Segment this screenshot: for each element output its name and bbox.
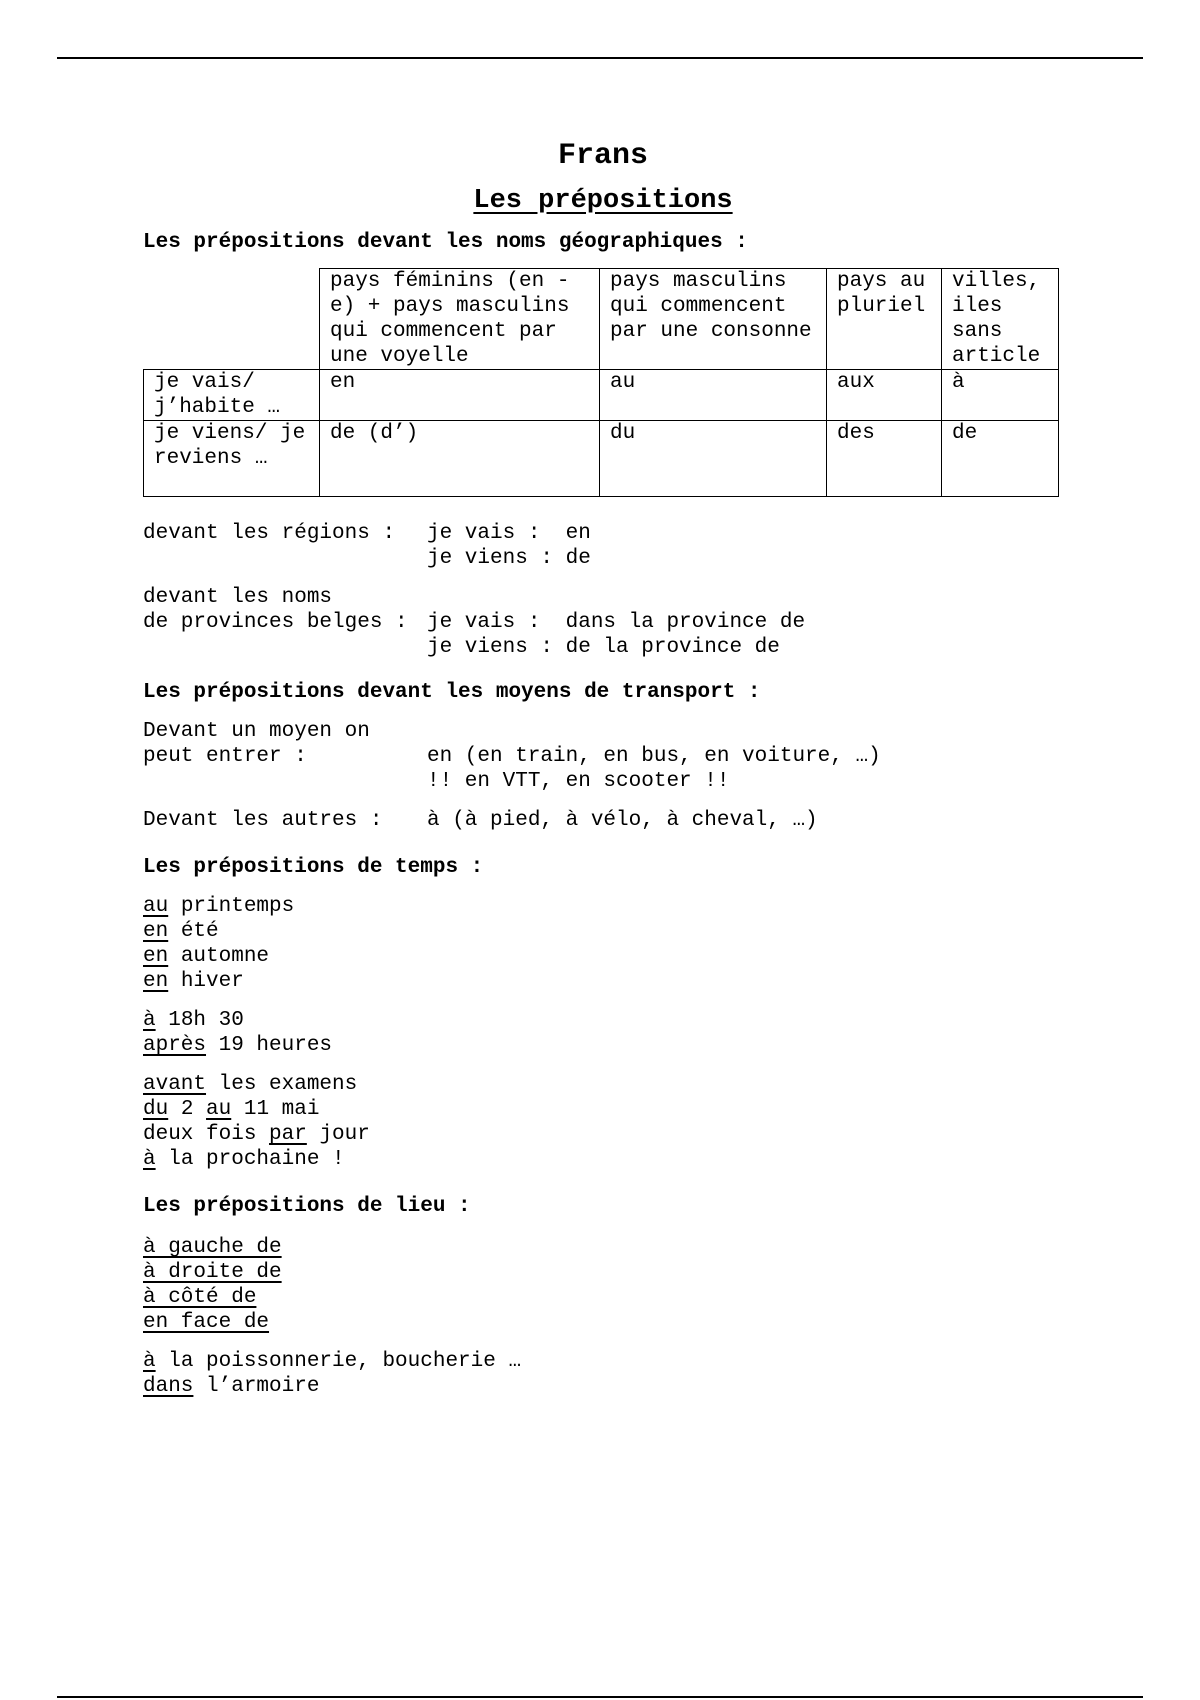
list-item: en automne xyxy=(143,945,270,968)
list-item: au printemps xyxy=(143,895,295,918)
bottom-rule xyxy=(57,1696,1143,1698)
transport-others-block xyxy=(143,808,1063,833)
transport-line: en (en train, en bus, en voiture, …) xyxy=(427,745,881,768)
table-corner-cell xyxy=(144,269,320,370)
time-others-list xyxy=(143,1072,1063,1172)
table-row-label: je viens/ je reviens … xyxy=(144,421,320,497)
list-item: dans l’armoire xyxy=(143,1375,320,1398)
provinces-line: je vais : dans la province de xyxy=(427,611,806,634)
table-header-cell: pays masculins qui commencent par une consonne xyxy=(600,269,827,370)
document-body xyxy=(143,138,1063,1399)
table-cell: des xyxy=(827,421,942,497)
time-heading: Les prépositions de temps : xyxy=(143,856,484,879)
hours-list xyxy=(143,1008,1063,1058)
geo-heading: Les prépositions devant les noms géographiques : xyxy=(143,231,748,254)
document-subtitle: Les prépositions xyxy=(473,186,733,216)
transport-label: Devant un moyen on xyxy=(143,720,370,743)
place-heading: Les prépositions de lieu : xyxy=(143,1195,471,1218)
table-cell: de xyxy=(942,421,1059,497)
document-title: Frans xyxy=(557,139,648,173)
regions-block xyxy=(143,521,1063,571)
list-item: en face de xyxy=(143,1311,270,1334)
list-item: deux fois par jour xyxy=(143,1123,370,1146)
transport-line: à (à pied, à vélo, à cheval, …) xyxy=(427,809,818,832)
table-header-cell: pays féminins (en - e) + pays masculins qui commencent par une voyelle xyxy=(320,269,600,370)
table-cell: de (d’) xyxy=(320,421,600,497)
provinces-block xyxy=(143,585,1063,660)
table-cell: du xyxy=(600,421,827,497)
table-row xyxy=(144,370,1059,421)
transport-enter-block xyxy=(143,719,1063,794)
list-item: en été xyxy=(143,920,219,943)
table-row xyxy=(144,421,1059,497)
table-row-label: je vais/ j’habite … xyxy=(144,370,320,421)
regions-label: devant les régions : xyxy=(143,522,396,545)
geo-table xyxy=(143,268,1059,497)
provinces-label: devant les noms xyxy=(143,586,333,609)
transport-label: Devant les autres : xyxy=(143,809,383,832)
list-item: à la poissonnerie, boucherie … xyxy=(143,1350,522,1373)
regions-line: je viens : de xyxy=(427,547,591,570)
table-cell: à xyxy=(942,370,1059,421)
transport-heading: Les prépositions devant les moyens de transport : xyxy=(143,681,761,704)
list-item: avant les examens xyxy=(143,1073,358,1096)
table-header-cell: villes, iles sans article xyxy=(942,269,1059,370)
provinces-line: je viens : de la province de xyxy=(427,636,780,659)
regions-line: je vais : en xyxy=(427,522,591,545)
list-item: à 18h 30 xyxy=(143,1009,244,1032)
list-item: après 19 heures xyxy=(143,1034,333,1057)
transport-line: !! en VTT, en scooter !! xyxy=(427,770,730,793)
list-item: du 2 au 11 mai xyxy=(143,1098,320,1121)
table-cell: au xyxy=(600,370,827,421)
provinces-label: de provinces belges : xyxy=(143,611,408,634)
top-rule xyxy=(57,57,1143,59)
list-item: à gauche de xyxy=(143,1236,282,1259)
seasons-list xyxy=(143,894,1063,994)
list-item: à côté de xyxy=(143,1286,257,1309)
list-item: à droite de xyxy=(143,1261,282,1284)
directions-list xyxy=(143,1235,1063,1335)
table-cell: aux xyxy=(827,370,942,421)
list-item: en hiver xyxy=(143,970,244,993)
transport-label: peut entrer : xyxy=(143,745,307,768)
shops-list xyxy=(143,1349,1063,1399)
table-cell: en xyxy=(320,370,600,421)
table-header-row xyxy=(144,269,1059,370)
table-header-cell: pays au pluriel xyxy=(827,269,942,370)
list-item: à la prochaine ! xyxy=(143,1148,345,1171)
